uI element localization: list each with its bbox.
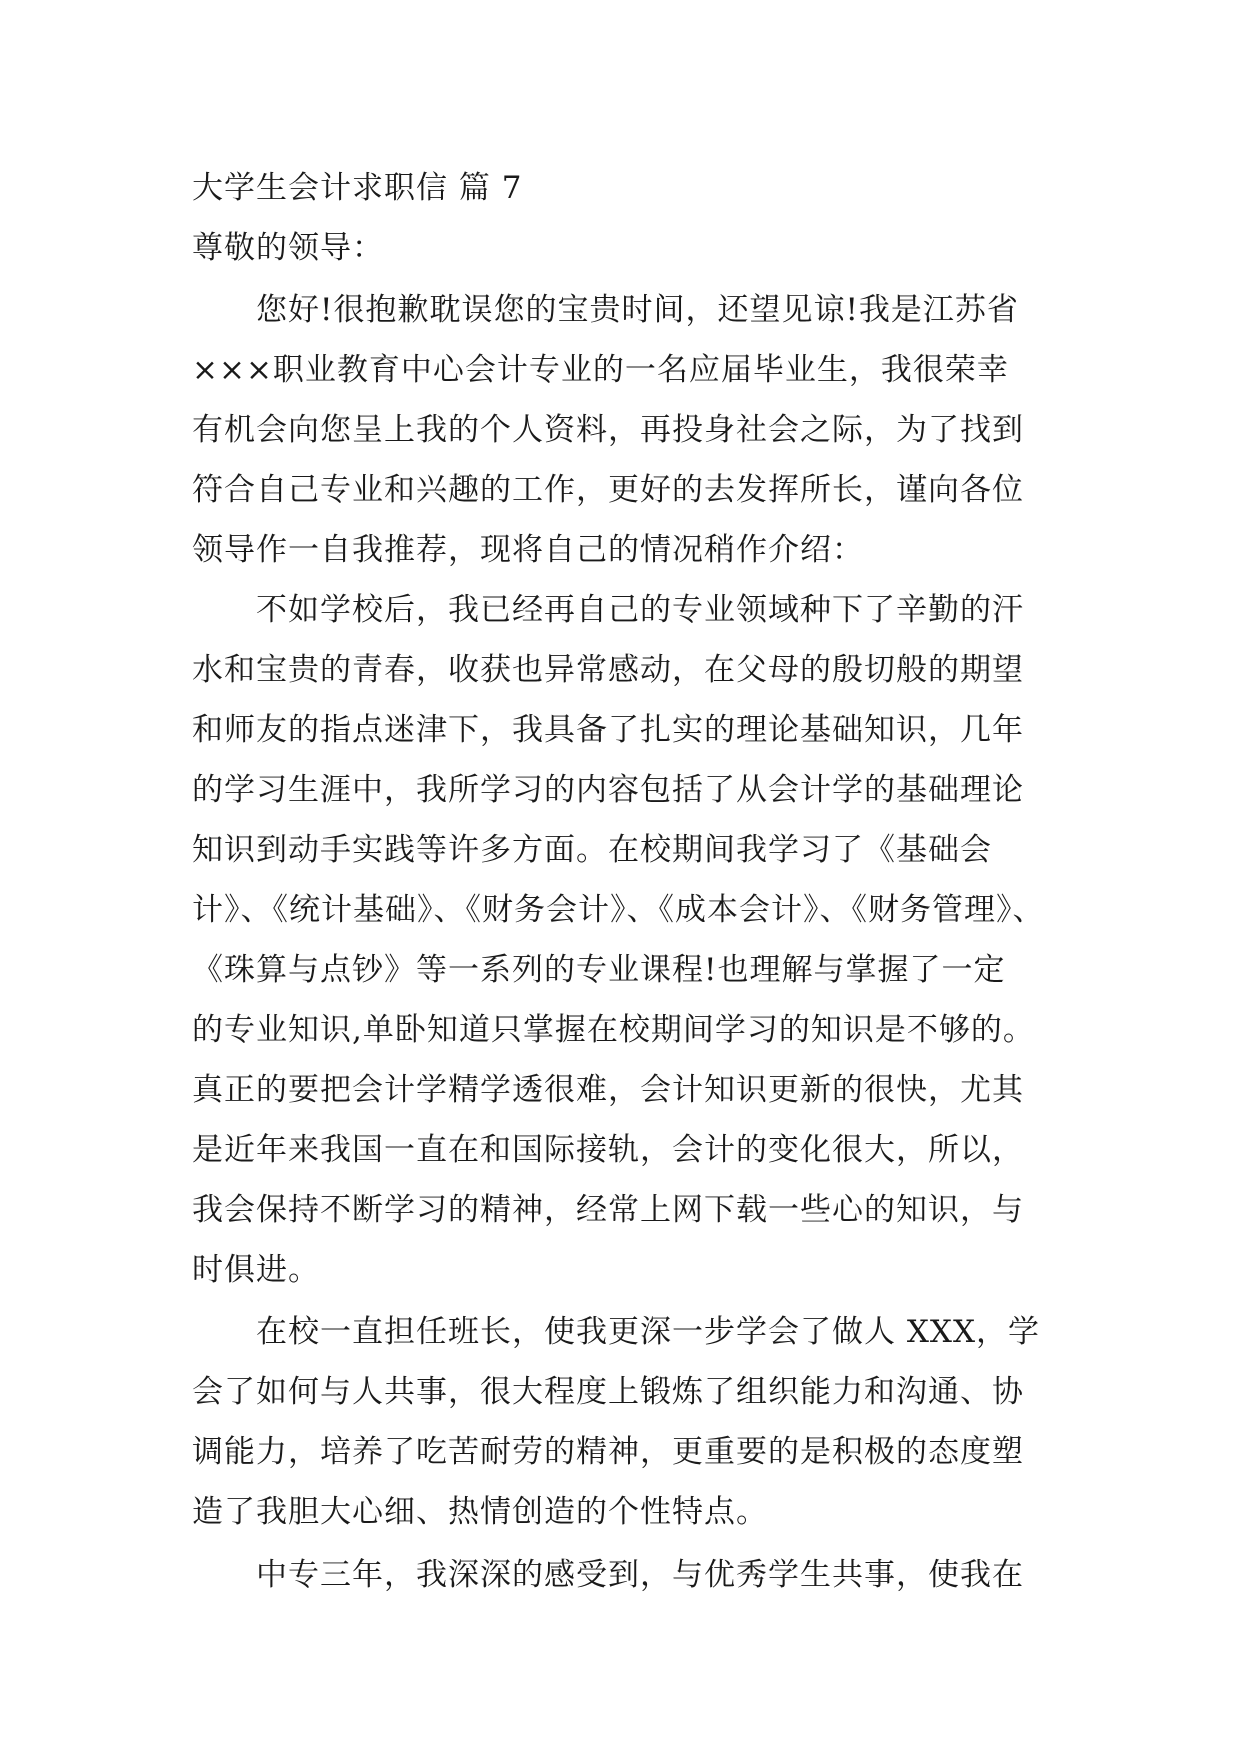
paragraph-2-line: 真正的要把会计学精学透很难，会计知识更新的很快，尤其 bbox=[192, 1072, 1024, 1108]
paragraph-3-line: 调能力，培养了吃苦耐劳的精神，更重要的是积极的态度塑 bbox=[192, 1434, 1024, 1470]
salutation: 尊敬的领导： bbox=[192, 230, 384, 266]
paragraph-2-line: 的学习生涯中，我所学习的内容包括了从会计学的基础理论 bbox=[192, 772, 1024, 808]
paragraph-1-line: 领导作一自我推荐，现将自己的情况稍作介绍： bbox=[192, 532, 864, 568]
paragraph-2-line: 计》、《统计基础》、《财务会计》、《成本会计》、《财务管理》、 bbox=[192, 892, 1045, 928]
paragraph-2-line: 不如学校后，我已经再自己的专业领域种下了辛勤的汗 bbox=[256, 592, 1024, 628]
paragraph-2-line: 我会保持不断学习的精神，经常上网下载一些心的知识，与 bbox=[192, 1192, 1024, 1228]
paragraph-2-line: 时俱进。 bbox=[192, 1252, 320, 1288]
paragraph-3-line: 在校一直担任班长，使我更深一步学会了做人 XXX，学 bbox=[256, 1314, 1041, 1350]
paragraph-2-line: 知识到动手实践等许多方面。在校期间我学习了《基础会 bbox=[192, 832, 992, 868]
paragraph-2-line: 《珠算与点钞》等一系列的专业课程!也理解与掌握了一定 bbox=[192, 952, 1006, 988]
paragraph-1-line: 有机会向您呈上我的个人资料，再投身社会之际，为了找到 bbox=[192, 412, 1024, 448]
paragraph-2-line: 水和宝贵的青春，收获也异常感动，在父母的殷切般的期望 bbox=[192, 652, 1024, 688]
paragraph-2-line: 是近年来我国一直在和国际接轨，会计的变化很大，所以， bbox=[192, 1132, 1024, 1168]
paragraph-4-line: 中专三年，我深深的感受到，与优秀学生共事，使我在 bbox=[256, 1557, 1024, 1593]
paragraph-1-line: ×××职业教育中心会计专业的一名应届毕业生，我很荣幸 bbox=[192, 352, 1009, 388]
paragraph-3-line: 造了我胆大心细、热情创造的个性特点。 bbox=[192, 1494, 768, 1530]
paragraph-1-line: 您好!很抱歉耽误您的宝贵时间，还望见谅!我是江苏省 bbox=[256, 292, 1019, 328]
paragraph-2-line: 的专业知识,单卧知道只掌握在校期间学习的知识是不够的。 bbox=[192, 1012, 1035, 1048]
paragraph-2-line: 和师友的指点迷津下，我具备了扎实的理论基础知识，几年 bbox=[192, 712, 1024, 748]
paragraph-1-line: 符合自己专业和兴趣的工作，更好的去发挥所长，谨向各位 bbox=[192, 472, 1024, 508]
paragraph-3-line: 会了如何与人共事，很大程度上锻炼了组织能力和沟通、协 bbox=[192, 1374, 1024, 1410]
document-title: 大学生会计求职信 篇 7 bbox=[192, 170, 523, 206]
